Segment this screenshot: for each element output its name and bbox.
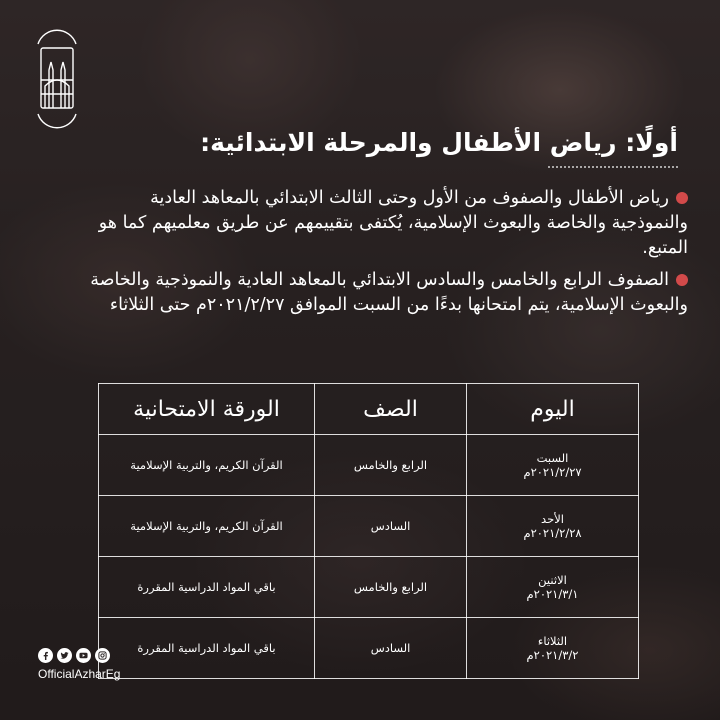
grade-cell: السادس xyxy=(315,496,467,557)
day-name: الأحد xyxy=(541,512,564,526)
paper-cell: القرآن الكريم، والتربية الإسلامية xyxy=(99,496,315,557)
day-date: ٢٠٢١/٣/١م xyxy=(526,587,579,601)
section-title: أولًا: رياض الأطفال والمرحلة الابتدائية: xyxy=(200,128,678,157)
exam-schedule-table xyxy=(98,383,639,679)
grade-cell: الرابع والخامس xyxy=(315,435,467,496)
youtube-icon[interactable] xyxy=(76,648,91,663)
bullet-text-2: الصفوف الرابع والخامس والسادس الابتدائي بالمعاهد العادية والنموذجية والخاصة والبعوث الإسلامية، يتم امتحانها بدءًا من السبت الموافق ٢٠٢١/٢/٢٧م حتى الثلاثاء xyxy=(90,270,688,315)
table-header-row xyxy=(99,384,639,435)
bullet-item-2 xyxy=(78,268,688,318)
table-row xyxy=(99,496,639,557)
day-name: السبت xyxy=(536,451,569,465)
paper-cell: القرآن الكريم، والتربية الإسلامية xyxy=(99,435,315,496)
facebook-icon[interactable] xyxy=(38,648,53,663)
instagram-icon[interactable] xyxy=(95,648,110,663)
day-date: ٢٠٢١/٢/٢٨م xyxy=(523,526,582,540)
bullet-dot-icon xyxy=(676,274,688,286)
twitter-icon[interactable] xyxy=(57,648,72,663)
paper-cell: باقي المواد الدراسية المقررة xyxy=(99,557,315,618)
day-cell xyxy=(467,557,639,618)
social-icons xyxy=(38,648,120,663)
day-cell xyxy=(467,435,639,496)
social-handle: OfficialAzharEg xyxy=(38,667,121,681)
day-name: الثلاثاء xyxy=(537,634,568,648)
grade-cell: الرابع والخامس xyxy=(315,557,467,618)
bullet-text-1: رياض الأطفال والصفوف من الأول وحتى الثالث الابتدائي بالمعاهد العادية والنموذجية والخاصة والبعوث الإسلامية، يُكتفى بتقييمهم عن طريق معلميهم كما هو المتبع. xyxy=(98,188,688,258)
grade-cell: السادس xyxy=(315,618,467,679)
azhar-logo xyxy=(32,24,82,134)
header-paper: الورقة الامتحانية xyxy=(99,384,315,435)
bullet-item-1 xyxy=(78,186,688,261)
paper-cell: باقي المواد الدراسية المقررة xyxy=(99,618,315,679)
social-footer xyxy=(38,648,120,681)
table-row xyxy=(99,435,639,496)
day-date: ٢٠٢١/٢/٢٧م xyxy=(523,465,582,479)
bullet-dot-icon xyxy=(676,192,688,204)
table-row xyxy=(99,618,639,679)
header-day: اليوم xyxy=(467,384,639,435)
day-cell xyxy=(467,496,639,557)
day-name: الاثنين xyxy=(538,573,567,587)
title-underline xyxy=(548,166,678,168)
header-grade: الصف xyxy=(315,384,467,435)
day-cell xyxy=(467,618,639,679)
table-row xyxy=(99,557,639,618)
day-date: ٢٠٢١/٣/٢م xyxy=(526,648,579,662)
